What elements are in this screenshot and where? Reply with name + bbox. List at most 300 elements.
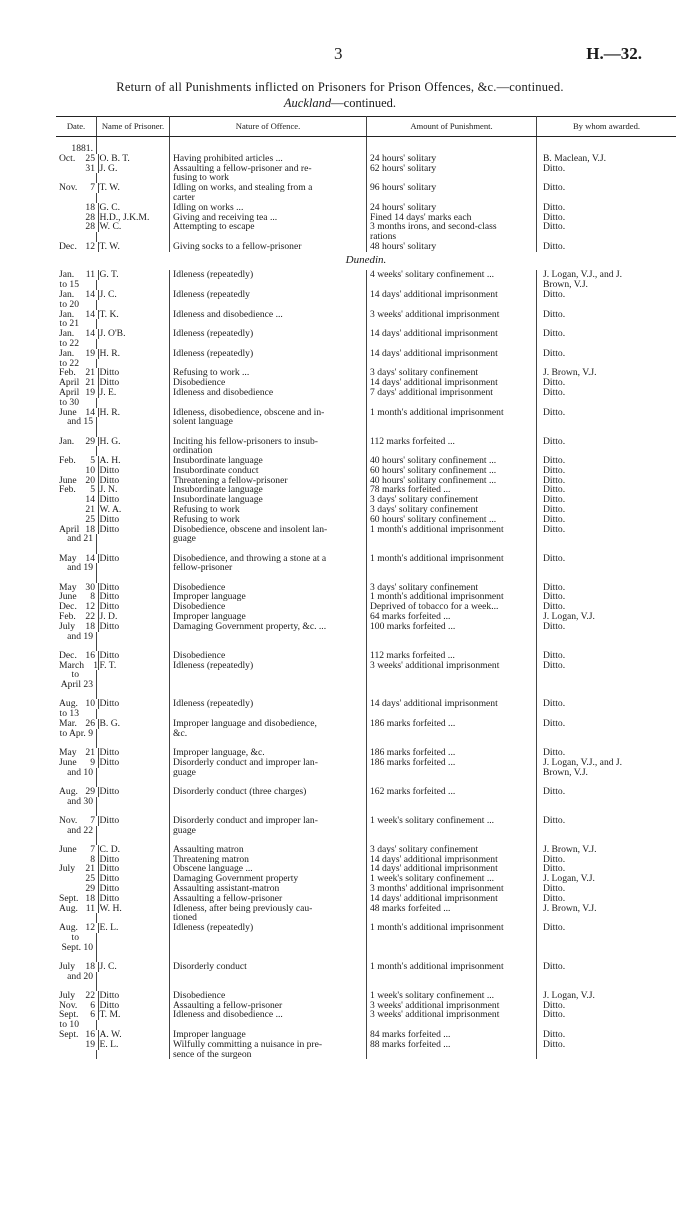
date-day: 19 (85, 386, 95, 398)
gap-cell (367, 137, 537, 145)
date-day: 1 (93, 659, 99, 671)
prisoner-cell: B. G. (97, 719, 170, 729)
offence-cell: Improper language and disobedience, (170, 719, 367, 729)
column-header-offence: Nature of Offence. (170, 117, 367, 137)
amount-cell: 3 weeks' additional imprisonment (367, 1001, 537, 1011)
amount-cell: 48 marks forfeited ... (367, 904, 537, 914)
prisoner-cell: Ditto (97, 495, 170, 505)
prisoner-cell (97, 632, 170, 651)
awarded-by-cell (537, 943, 677, 962)
table-row (56, 446, 676, 456)
awarded-by-cell: Ditto. (543, 162, 566, 174)
awarded-by-cell (537, 1050, 677, 1060)
date-month: and 19 (67, 562, 93, 574)
table-row (56, 232, 676, 242)
amount-cell: 14 days' additional imprisonment (367, 699, 537, 709)
amount-cell: 1 week's solitary confinement ... (367, 991, 537, 1001)
offence-cell: Giving and receiving tea ... (170, 213, 367, 223)
awarded-by-cell: Ditto. (543, 406, 566, 418)
table-row (56, 154, 676, 164)
column-header-prisoner: Name of Prisoner. (97, 117, 170, 137)
amount-cell: 100 marks forfeited ... (367, 622, 537, 632)
awarded-by-cell: Ditto. (543, 1009, 566, 1021)
awarded-by-cell: Ditto. (543, 999, 566, 1011)
table-row (56, 651, 676, 661)
amount-cell: 3 months' additional imprisonment (367, 884, 537, 894)
table-row (56, 943, 676, 962)
awarded-by-cell: Ditto. (543, 649, 566, 661)
date-month: to 22 (59, 337, 79, 349)
date-month: Feb. (59, 455, 76, 467)
awarded-by-cell: Ditto. (543, 211, 566, 223)
offence-cell: Assaulting a fellow-prisoner (170, 894, 367, 904)
date-month: March (59, 659, 85, 671)
offence-cell: Assaulting a fellow-prisoner and re- (170, 164, 367, 174)
offence-cell: Having prohibited articles ... (170, 154, 367, 164)
table-row (56, 515, 676, 525)
column-header-awarded-by: By whom awarded. (537, 117, 677, 137)
amount-cell: 4 weeks' solitary confinement ... (367, 270, 537, 280)
date-day: 21 (85, 746, 95, 758)
table-row (56, 408, 676, 418)
table-row (56, 855, 676, 865)
table-row (56, 1020, 676, 1030)
date-month: Dec. (59, 240, 77, 252)
table-row (56, 173, 676, 183)
date-cell: 1881. (56, 144, 97, 154)
awarded-by-cell: Ditto. (543, 591, 566, 603)
prisoner-cell: H. R. (97, 408, 170, 418)
date-month: and 30 (67, 795, 93, 807)
table-row (56, 183, 676, 193)
amount-cell (367, 797, 537, 816)
offence-cell: Assaulting matron (170, 845, 367, 855)
date-day: 29 (85, 785, 95, 797)
amount-cell: 40 hours' solitary confinement ... (367, 476, 537, 486)
date-month: May (59, 746, 77, 758)
gap-cell (97, 137, 170, 145)
prisoner-cell: Ditto (97, 622, 170, 632)
offence-cell: Wilfully committing a nuisance in pre- (170, 1040, 367, 1050)
prisoner-cell: H.D., J.K.M. (97, 213, 170, 223)
table-row (56, 368, 676, 378)
amount-cell: 62 hours' solitary (367, 164, 537, 174)
amount-cell: 3 days' solitary confinement (367, 505, 537, 515)
offence-cell: carter (170, 193, 367, 203)
date-day: 19 (85, 1038, 95, 1050)
amount-cell (367, 534, 537, 553)
prisoner-cell: O. B. T. (97, 154, 170, 164)
prisoner-cell: Ditto (97, 748, 170, 758)
table-row (56, 709, 676, 719)
date-month: to (71, 931, 79, 943)
awarded-by-cell: Ditto. (543, 474, 566, 486)
date-day: 25 (85, 152, 95, 164)
offence-cell (170, 670, 367, 680)
offence-cell: Idleness (repeatedly) (170, 661, 367, 671)
amount-cell (367, 933, 537, 943)
prisoner-cell: Ditto (97, 583, 170, 593)
awarded-by-cell: Ditto. (543, 201, 566, 213)
date-month: Jan. (59, 328, 75, 340)
amount-cell: 24 hours' solitary (367, 154, 537, 164)
gap-cell (537, 137, 677, 145)
prisoner-cell (97, 768, 170, 787)
table-body (56, 137, 676, 1060)
page-number: 3 (334, 44, 343, 63)
prisoner-cell (97, 826, 170, 845)
table-row (56, 1050, 676, 1060)
table-row (56, 729, 676, 748)
table-row (56, 300, 676, 310)
prisoner-cell: T. W. (97, 183, 170, 193)
amount-cell: 3 weeks' additional imprisonment (367, 661, 537, 671)
table-row (56, 554, 676, 564)
date-day: 14 (85, 494, 95, 506)
prisoner-cell (97, 1050, 170, 1060)
date-day: 18 (85, 201, 95, 213)
prisoner-cell: G. T. (97, 270, 170, 280)
awarded-by-cell: Brown, V.J. (543, 766, 588, 778)
date-cell (56, 437, 99, 447)
prisoner-cell (97, 943, 170, 962)
table-row (56, 242, 676, 252)
offence-cell (170, 943, 367, 962)
table-row (56, 787, 676, 797)
prisoner-cell: J. D. (97, 612, 170, 622)
date-month: to Apr. 9 (59, 727, 93, 739)
offence-cell: fusing to work (170, 173, 367, 183)
table-row (56, 319, 676, 329)
offence-cell: Attempting to escape (170, 222, 367, 232)
date-month: and 20 (67, 970, 93, 982)
amount-cell (367, 972, 537, 991)
prisoner-cell: T. K. (97, 310, 170, 320)
awarded-by-cell: Ditto. (543, 484, 566, 496)
awarded-by-cell: B. Maclean, V.J. (543, 152, 607, 164)
amount-cell: 14 days' additional imprisonment (367, 894, 537, 904)
prisoner-cell: J. N. (97, 485, 170, 495)
table-row (56, 797, 676, 816)
awarded-by-cell (537, 534, 677, 553)
amount-cell: 1 month's additional imprisonment (367, 923, 537, 933)
date-month: Jan. (59, 269, 75, 281)
date-day: 14 (85, 552, 95, 564)
table-row (56, 563, 676, 582)
document-reference: H.—32. (586, 44, 642, 63)
table-row (56, 612, 676, 622)
subtitle-suffix: —continued. (331, 96, 397, 110)
awarded-by-cell: J. Logan, V.J. (543, 989, 595, 1001)
date-month: Feb. (59, 611, 76, 623)
prisoner-cell: Ditto (97, 592, 170, 602)
table-row (56, 310, 676, 320)
date-month: and 15 (67, 416, 93, 428)
awarded-by-cell: Ditto. (543, 347, 566, 359)
offence-cell: Disobedience (170, 602, 367, 612)
date-cell (56, 972, 97, 991)
table-row (56, 632, 676, 651)
offence-cell: Threatening a fellow-prisoner (170, 476, 367, 486)
amount-cell: 3 days' solitary confinement (367, 583, 537, 593)
awarded-by-cell: Ditto. (543, 601, 566, 613)
amount-cell: 1 month's additional imprisonment (367, 592, 537, 602)
date-cell (56, 729, 97, 748)
table-row (56, 505, 676, 515)
table-row (56, 193, 676, 203)
table-row (56, 349, 676, 359)
table-row (56, 398, 676, 408)
date-day: 29 (85, 435, 95, 447)
date-cell (56, 563, 97, 582)
date-month: Mar. (59, 717, 77, 729)
date-cell (56, 1040, 99, 1050)
date-month: Sept. (59, 892, 79, 904)
date-cell (56, 680, 97, 699)
offence-cell: Threatening matron (170, 855, 367, 865)
date-month: and 22 (67, 824, 93, 836)
amount-cell: 60 hours' solitary confinement ... (367, 466, 537, 476)
amount-cell: 14 days' additional imprisonment (367, 378, 537, 388)
table-row (56, 329, 676, 339)
table-row (56, 884, 676, 894)
prisoner-cell: J. E. (97, 388, 170, 398)
table-row (56, 388, 676, 398)
date-day: 21 (85, 863, 95, 875)
table-row (56, 972, 676, 991)
amount-cell: 14 days' additional imprisonment (367, 290, 537, 300)
prisoner-cell: H. G. (97, 437, 170, 447)
prisoner-cell: J. O'B. (97, 329, 170, 339)
awarded-by-cell: Ditto. (543, 435, 566, 447)
date-cell (56, 768, 97, 787)
amount-cell: 186 marks forfeited ... (367, 748, 537, 758)
date-day: 6 (90, 1009, 95, 1021)
date-day: 10 (85, 464, 95, 476)
offence-cell (170, 933, 367, 943)
date-day: 16 (85, 1029, 95, 1041)
awarded-by-cell: Ditto. (543, 581, 566, 593)
prisoner-cell (97, 680, 170, 699)
date-cell (56, 943, 97, 962)
awarded-by-cell: Ditto. (543, 717, 566, 729)
date-month: to 10 (59, 1019, 79, 1031)
offence-cell: Insubordinate language (170, 485, 367, 495)
date-month: Jan. (59, 435, 75, 447)
date-day: 7 (90, 814, 95, 826)
amount-cell: 112 marks forfeited ... (367, 437, 537, 447)
column-header-amount: Amount of Punishment. (367, 117, 537, 137)
section-heading-dunedin: Dunedin. (345, 253, 387, 266)
offence-cell: Idleness (repeatedly) (170, 349, 367, 359)
date-day: 16 (85, 649, 95, 661)
offence-cell: Disobedience (170, 583, 367, 593)
prisoner-cell: A. H. (97, 456, 170, 466)
awarded-by-cell: Ditto. (543, 240, 566, 252)
table-row (56, 719, 676, 729)
awarded-by-cell: J. Logan, V.J. (543, 611, 595, 623)
date-day: 25 (85, 873, 95, 885)
date-day: 11 (85, 269, 95, 281)
prisoner-cell: E. L. (97, 923, 170, 933)
offence-cell: Disorderly conduct (three charges) (170, 787, 367, 797)
date-month: April (59, 523, 80, 535)
date-month: to 20 (59, 298, 79, 310)
date-month: Sept. (59, 1009, 79, 1021)
prisoner-cell: Ditto (97, 816, 170, 826)
awarded-by-cell: Ditto. (543, 328, 566, 340)
offence-cell: Insubordinate conduct (170, 466, 367, 476)
amount-cell: 78 marks forfeited ... (367, 485, 537, 495)
amount-cell: rations (367, 232, 537, 242)
table-row (56, 495, 676, 505)
date-month: Nov. (59, 999, 78, 1011)
prisoner-cell: W. H. (97, 904, 170, 914)
awarded-by-cell: Ditto. (543, 922, 566, 934)
prisoner-cell: Ditto (97, 991, 170, 1001)
date-month: Feb. (59, 484, 76, 496)
table-subtitle (60, 96, 620, 111)
offence-cell: Insubordinate language (170, 456, 367, 466)
prisoner-cell (97, 534, 170, 553)
date-month: July (59, 960, 75, 972)
table-row (56, 476, 676, 486)
awarded-by-cell: Ditto. (543, 221, 566, 233)
date-day: 22 (85, 989, 95, 1001)
date-cell (56, 242, 99, 252)
date-month: to 22 (59, 357, 79, 369)
prisoner-cell: F. T. (97, 661, 170, 671)
offence-cell: Idleness, disobedience, obscene and in- (170, 408, 367, 418)
prisoner-cell: Ditto (97, 466, 170, 476)
date-day: 14 (85, 328, 95, 340)
amount-cell: 3 days' solitary confinement (367, 368, 537, 378)
amount-cell (367, 826, 537, 845)
date-month: Oct. (59, 152, 76, 164)
amount-cell: 88 marks forfeited ... (367, 1040, 537, 1050)
awarded-by-cell: Ditto. (543, 863, 566, 875)
amount-cell: 1 week's solitary confinement ... (367, 874, 537, 884)
awarded-by-cell: J. Brown, V.J. (543, 367, 597, 379)
date-day: 5 (90, 484, 95, 496)
awarded-by-cell: Ditto. (543, 1038, 566, 1050)
amount-cell (367, 729, 537, 748)
table-row (56, 164, 676, 174)
date-day: 25 (85, 513, 95, 525)
prisoner-cell: Ditto (97, 368, 170, 378)
date-month: to 15 (59, 279, 79, 291)
date-day: 5 (90, 455, 95, 467)
awarded-by-cell: J. Logan, V.J., and J. (543, 756, 623, 768)
table-row (56, 991, 676, 1001)
amount-cell: 84 marks forfeited ... (367, 1030, 537, 1040)
table-row (56, 816, 676, 826)
amount-cell: 1 month's additional imprisonment (367, 554, 537, 564)
table-row (56, 1030, 676, 1040)
table-row (56, 583, 676, 593)
table-row (56, 962, 676, 972)
amount-cell: 3 months irons, and second-class (367, 222, 537, 232)
awarded-by-cell (537, 680, 677, 699)
date-month: to 13 (59, 708, 79, 720)
date-day: 26 (85, 717, 95, 729)
amount-cell: Fined 14 days' marks each (367, 213, 537, 223)
table-row (56, 1001, 676, 1011)
offence-cell: solent language (170, 417, 367, 436)
date-month: Jan. (59, 347, 75, 359)
prisoner-cell: Ditto (97, 515, 170, 525)
awarded-by-cell: J. Brown, V.J. (543, 902, 597, 914)
section-heading-row (56, 252, 676, 271)
date-month: April 23 (60, 679, 93, 691)
date-day: 12 (85, 601, 95, 613)
awarded-by-cell: Ditto. (543, 513, 566, 525)
offence-cell: guage (170, 826, 367, 845)
table-row (56, 826, 676, 845)
date-month: to 21 (59, 318, 79, 330)
prisoner-cell: Ditto (97, 1001, 170, 1011)
table-row (56, 845, 676, 855)
offence-cell: Disobedience (170, 651, 367, 661)
date-cell (56, 904, 99, 914)
table-row (56, 339, 676, 349)
date-day: 12 (85, 922, 95, 934)
awarded-by-cell (537, 670, 677, 680)
date-month: July (59, 863, 75, 875)
date-cell (56, 632, 97, 651)
amount-cell: 40 hours' solitary confinement ... (367, 456, 537, 466)
date-month: July (59, 620, 75, 632)
date-month: Nov. (59, 182, 78, 194)
date-month: Aug. (59, 698, 78, 710)
awarded-by-cell: Ditto. (543, 620, 566, 632)
awarded-by-cell: Ditto. (543, 464, 566, 476)
date-month: Aug. (59, 785, 78, 797)
date-day: 28 (85, 211, 95, 223)
offence-cell (170, 632, 367, 651)
offence-cell: Disorderly conduct and improper lan- (170, 816, 367, 826)
row-gap (56, 137, 676, 145)
amount-cell: Deprived of tobacco for a week... (367, 602, 537, 612)
awarded-by-cell: Ditto. (543, 853, 566, 865)
date-month: April (59, 386, 80, 398)
awarded-by-cell (537, 563, 677, 582)
amount-cell: 3 weeks' additional imprisonment (367, 310, 537, 320)
amount-cell: 186 marks forfeited ... (367, 719, 537, 729)
prisoner-cell: J. C. (97, 962, 170, 972)
offence-cell: &c. (170, 729, 367, 748)
table-row (56, 466, 676, 476)
date-month: to 30 (59, 396, 79, 408)
offence-cell: Insubordinate language (170, 495, 367, 505)
amount-cell: 48 hours' solitary (367, 242, 537, 252)
table-row (56, 913, 676, 923)
date-day: 18 (85, 960, 95, 972)
prisoner-cell: J. C. (97, 290, 170, 300)
offence-cell: Disorderly conduct (170, 962, 367, 972)
offence-cell: Disobedience, and throwing a stone at a (170, 554, 367, 564)
awarded-by-cell: Ditto. (543, 552, 566, 564)
date-month: July (59, 989, 75, 1001)
date-day: 7 (90, 182, 95, 194)
prisoner-cell: Ditto (97, 476, 170, 486)
awarded-by-cell: Ditto. (543, 455, 566, 467)
date-cell (56, 183, 99, 193)
offence-cell: ordination (170, 446, 367, 456)
awarded-by-cell: Ditto. (543, 504, 566, 516)
gap-cell (170, 137, 367, 145)
date-day: 11 (85, 902, 95, 914)
